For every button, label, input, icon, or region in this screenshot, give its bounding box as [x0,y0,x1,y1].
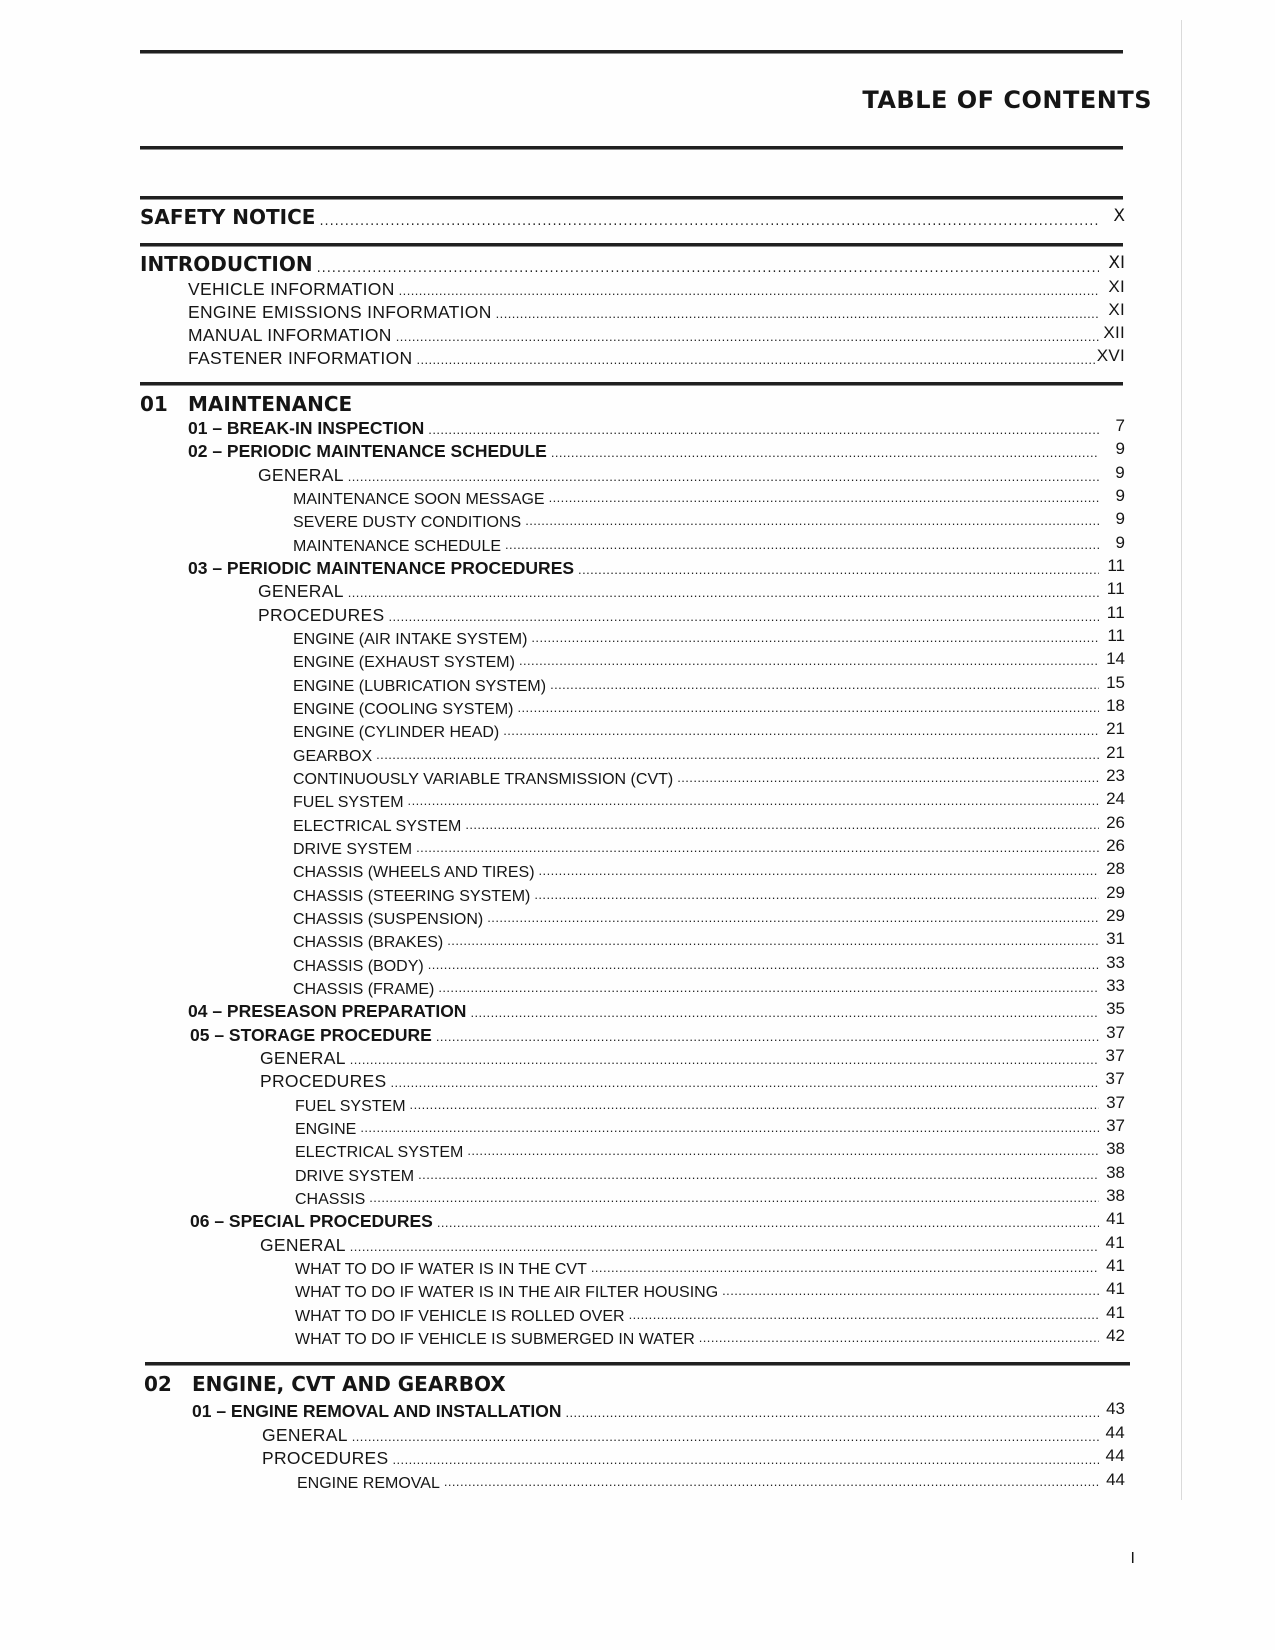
page-number: I [1130,1550,1135,1567]
entry-page-number: 29 [1106,906,1125,925]
dot-leader [505,534,1099,556]
entry-page-number: 44 [1105,1423,1125,1442]
entry-page-number: 21 [1106,743,1125,762]
toc-entry[interactable] [293,905,1125,929]
entry-page-number: 41 [1106,1209,1125,1228]
entry-title: CHASSIS (WHEELS AND TIRES) [293,864,535,881]
entry-page-number: 38 [1106,1139,1125,1158]
entry-title: GENERAL [258,581,344,601]
entry-title: ENGINE (EXHAUST SYSTEM) [293,654,515,671]
entry-title: DRIVE SYSTEM [295,1168,415,1185]
entry-page-number: 37 [1106,1116,1125,1135]
entry-title: GENERAL [258,465,344,485]
dot-leader [578,557,1099,579]
dot-leader [549,487,1099,509]
entry-title: WHAT TO DO IF WATER IS IN THE AIR FILTER HOUSING [295,1284,719,1301]
entry-title: VEHICLE INFORMATION [188,279,395,299]
toc-entry[interactable] [188,322,1125,346]
toc-entry[interactable] [293,532,1125,556]
dot-leader [393,1447,1100,1469]
dot-leader [418,1164,1099,1186]
entry-title: ENGINE EMISSIONS INFORMATION [188,302,492,322]
dot-leader [531,627,1099,649]
entry-title: ENGINE (CYLINDER HEAD) [293,724,500,741]
toc-entry[interactable] [293,625,1125,649]
toc-entry[interactable] [140,205,1125,229]
dot-leader [503,720,1099,742]
dot-leader [629,1304,1099,1326]
toc-entry[interactable] [295,1278,1125,1302]
toc-chapter[interactable] [144,1372,1125,1396]
toc-entry[interactable] [188,345,1125,369]
entry-title: GENERAL [262,1425,348,1445]
entry-page-number: 31 [1106,929,1125,948]
dot-leader [350,1234,1099,1256]
toc-entry[interactable] [258,602,1125,626]
dot-leader [376,744,1099,766]
entry-title: CHASSIS (BRAKES) [293,934,444,951]
entry-title: 01 – BREAK-IN INSPECTION [188,418,425,438]
entry-title: 01 – ENGINE REMOVAL AND INSTALLATION [192,1401,562,1421]
toc-entry[interactable] [190,1208,1125,1232]
toc-entry[interactable] [188,415,1125,439]
entry-title: 05 – STORAGE PROCEDURE [190,1025,432,1045]
entry-page-number: 9 [1115,439,1125,458]
dot-leader [438,977,1099,999]
entry-title: DRIVE SYSTEM [293,841,413,858]
entry-page-number: XII [1103,323,1125,342]
entry-title: WHAT TO DO IF WATER IS IN THE CVT [295,1261,587,1278]
entry-page-number: 24 [1106,789,1125,808]
entry-title: GENERAL [260,1235,346,1255]
entry-page-number: 18 [1106,696,1125,715]
entry-page-number: 38 [1106,1186,1125,1205]
toc-entry[interactable] [293,485,1125,509]
dot-leader [487,907,1099,929]
dot-leader [428,954,1099,976]
entry-page-number: XVI [1096,346,1125,365]
dot-leader [348,464,1099,486]
toc-entry[interactable] [295,1162,1125,1186]
entry-page-number: 11 [1107,626,1125,645]
dot-leader [317,254,1099,276]
toc-entry[interactable] [258,578,1125,602]
toc-entry[interactable] [295,1138,1125,1162]
entry-title: PROCEDURES [262,1448,389,1468]
entry-page-number: 37 [1106,1023,1125,1042]
toc-entry[interactable] [293,648,1125,672]
dot-leader [465,814,1099,836]
dot-leader [416,837,1099,859]
dot-leader [408,790,1099,812]
entry-page-number: 37 [1106,1093,1125,1112]
toc-entry[interactable] [188,438,1125,462]
entry-title: ENGINE [295,1121,357,1138]
entry-title: CHASSIS [295,1191,366,1208]
toc-entry[interactable] [140,252,1125,276]
entry-title: ENGINE (LUBRICATION SYSTEM) [293,678,547,695]
entry-title: PROCEDURES [260,1071,387,1091]
dot-leader [352,1424,1099,1446]
entry-title: CHASSIS (BODY) [293,958,424,975]
entry-page-number: 11 [1107,556,1125,575]
entry-title: 04 – PRESEASON PREPARATION [188,1001,467,1021]
dot-leader [677,767,1099,789]
entry-title: FUEL SYSTEM [293,794,404,811]
entry-page-number: 15 [1106,673,1125,692]
entry-page-number: 42 [1106,1326,1125,1345]
entry-page-number: 26 [1106,836,1125,855]
dot-leader [565,1400,1099,1422]
entry-page-number: 7 [1115,416,1125,435]
entry-page-number: 11 [1106,579,1125,598]
toc-entry[interactable] [293,835,1125,859]
title-bottom-rule [140,146,1123,150]
chapter-number: 01 [140,392,168,416]
safety-notice-rule [140,196,1123,200]
toc-entry[interactable] [262,1422,1125,1446]
entry-title: GENERAL [260,1048,346,1068]
dot-leader [470,1000,1099,1022]
toc-entry[interactable] [188,299,1125,323]
toc-entry[interactable] [293,952,1125,976]
entry-page-number: 28 [1106,859,1125,878]
entry-title: 02 – PERIODIC MAINTENANCE SCHEDULE [188,441,547,461]
dot-leader [396,324,1099,346]
entry-title: INTRODUCTION [140,252,313,276]
entry-page-number: 38 [1106,1163,1125,1182]
entry-title: ENGINE REMOVAL [297,1475,440,1492]
entry-page-number: 44 [1105,1446,1125,1465]
entry-title: SEVERE DUSTY CONDITIONS [293,514,522,531]
entry-title: MANUAL INFORMATION [188,325,392,345]
chapter-number: 02 [144,1372,172,1396]
toc-entry[interactable] [295,1092,1125,1116]
toc-entry[interactable] [192,1398,1125,1422]
entry-title: ELECTRICAL SYSTEM [293,818,462,835]
dot-leader [399,278,1099,300]
toc-entry[interactable] [297,1469,1125,1493]
entry-page-number: 41 [1105,1233,1125,1252]
page-title: TABLE OF CONTENTS [862,86,1152,114]
entry-page-number: 9 [1115,486,1125,505]
toc-entry[interactable] [295,1325,1125,1349]
toc-entry[interactable] [188,276,1125,300]
chapter-title: ENGINE, CVT AND GEARBOX [192,1372,506,1396]
page-edge-line [1181,20,1182,1500]
toc-entry[interactable] [260,1068,1125,1092]
toc-entry[interactable] [293,928,1125,952]
chapter-01-rule [140,382,1123,386]
entry-title: CHASSIS (FRAME) [293,981,435,998]
entry-page-number: 37 [1105,1069,1125,1088]
entry-page-number: 14 [1106,649,1125,668]
entry-title: GEARBOX [293,748,373,765]
toc-entry[interactable] [295,1255,1125,1279]
entry-title: WHAT TO DO IF VEHICLE IS ROLLED OVER [295,1308,625,1325]
dot-leader [525,510,1099,532]
entry-page-number: 9 [1115,463,1125,482]
chapter-title: MAINTENANCE [188,392,353,416]
entry-title: MAINTENANCE SOON MESSAGE [293,491,545,508]
toc-entry[interactable] [293,858,1125,882]
toc-entry[interactable] [188,998,1125,1022]
entry-page-number: 41 [1106,1279,1125,1298]
entry-title: CHASSIS (STEERING SYSTEM) [293,888,531,905]
toc-entry[interactable] [295,1185,1125,1209]
dot-leader [519,650,1099,672]
toc-entry[interactable] [293,508,1125,532]
toc-entry[interactable] [258,462,1125,486]
entry-title: CHASSIS (SUSPENSION) [293,911,484,928]
toc-entry[interactable] [293,742,1125,766]
entry-page-number: X [1113,206,1125,226]
entry-page-number: 43 [1106,1399,1125,1418]
top-rule [140,50,1123,54]
entry-page-number: 9 [1115,533,1125,552]
toc-entry[interactable] [293,672,1125,696]
toc-entry[interactable] [293,718,1125,742]
dot-leader [699,1327,1099,1349]
entry-page-number: 37 [1105,1046,1125,1065]
toc-entry[interactable] [293,975,1125,999]
entry-title: CONTINUOUSLY VARIABLE TRANSMISSION (CVT) [293,771,674,788]
dot-leader [444,1471,1099,1493]
entry-page-number: 35 [1106,999,1125,1018]
dot-leader [467,1140,1099,1162]
toc-entry[interactable] [262,1445,1125,1469]
entry-page-number: 33 [1106,953,1125,972]
toc-entry[interactable] [293,765,1125,789]
dot-leader [517,697,1099,719]
entry-page-number: 41 [1106,1256,1125,1275]
entry-title: FASTENER INFORMATION [188,348,413,368]
entry-page-number: 26 [1106,813,1125,832]
toc-entry[interactable] [260,1232,1125,1256]
toc-entry[interactable] [293,695,1125,719]
dot-leader [496,301,1099,323]
dot-leader [391,1070,1100,1092]
entry-title: 03 – PERIODIC MAINTENANCE PROCEDURES [188,558,575,578]
entry-page-number: 33 [1106,976,1125,995]
dot-leader [319,207,1099,229]
entry-page-number: XI [1108,253,1125,273]
dot-leader [447,930,1099,952]
dot-leader [389,604,1100,626]
dot-leader [436,1024,1099,1046]
dot-leader [369,1187,1099,1209]
chapter-02-rule [145,1362,1130,1366]
entry-page-number: 29 [1106,883,1125,902]
toc-entry[interactable] [188,555,1125,579]
toc-entry[interactable] [295,1115,1125,1139]
dot-leader [551,440,1099,462]
entry-title: ELECTRICAL SYSTEM [295,1144,464,1161]
entry-page-number: XI [1108,277,1125,296]
entry-page-number: 9 [1115,509,1125,528]
entry-page-number: 41 [1106,1303,1125,1322]
dot-leader [591,1257,1099,1279]
dot-leader [722,1280,1099,1302]
dot-leader [539,860,1099,882]
dot-leader [437,1210,1099,1232]
entry-title: SAFETY NOTICE [140,205,316,229]
dot-leader [360,1117,1099,1139]
toc-entry[interactable] [293,882,1125,906]
entry-title: ENGINE (COOLING SYSTEM) [293,701,514,718]
dot-leader [348,580,1099,602]
toc-entry[interactable] [260,1045,1125,1069]
toc-entry[interactable] [295,1302,1125,1326]
toc-chapter[interactable] [140,392,1125,416]
entry-page-number: XI [1108,300,1125,319]
toc-entry[interactable] [293,788,1125,812]
dot-leader [410,1094,1099,1116]
entry-title: FUEL SYSTEM [295,1098,406,1115]
dot-leader [428,417,1099,439]
entry-page-number: 23 [1106,766,1125,785]
dot-leader [550,674,1099,696]
toc-entry[interactable] [190,1022,1125,1046]
introduction-rule [140,243,1123,247]
entry-page-number: 44 [1106,1470,1125,1489]
dot-leader [534,884,1099,906]
dot-leader [350,1047,1099,1069]
toc-entry[interactable] [293,812,1125,836]
entry-page-number: 21 [1106,719,1125,738]
entry-title: ENGINE (AIR INTAKE SYSTEM) [293,631,528,648]
entry-title: 06 – SPECIAL PROCEDURES [190,1211,433,1231]
entry-title: PROCEDURES [258,605,385,625]
entry-page-number: 11 [1106,603,1125,622]
entry-title: WHAT TO DO IF VEHICLE IS SUBMERGED IN WATER [295,1331,695,1348]
entry-title: MAINTENANCE SCHEDULE [293,538,502,555]
dot-leader [416,347,1094,369]
